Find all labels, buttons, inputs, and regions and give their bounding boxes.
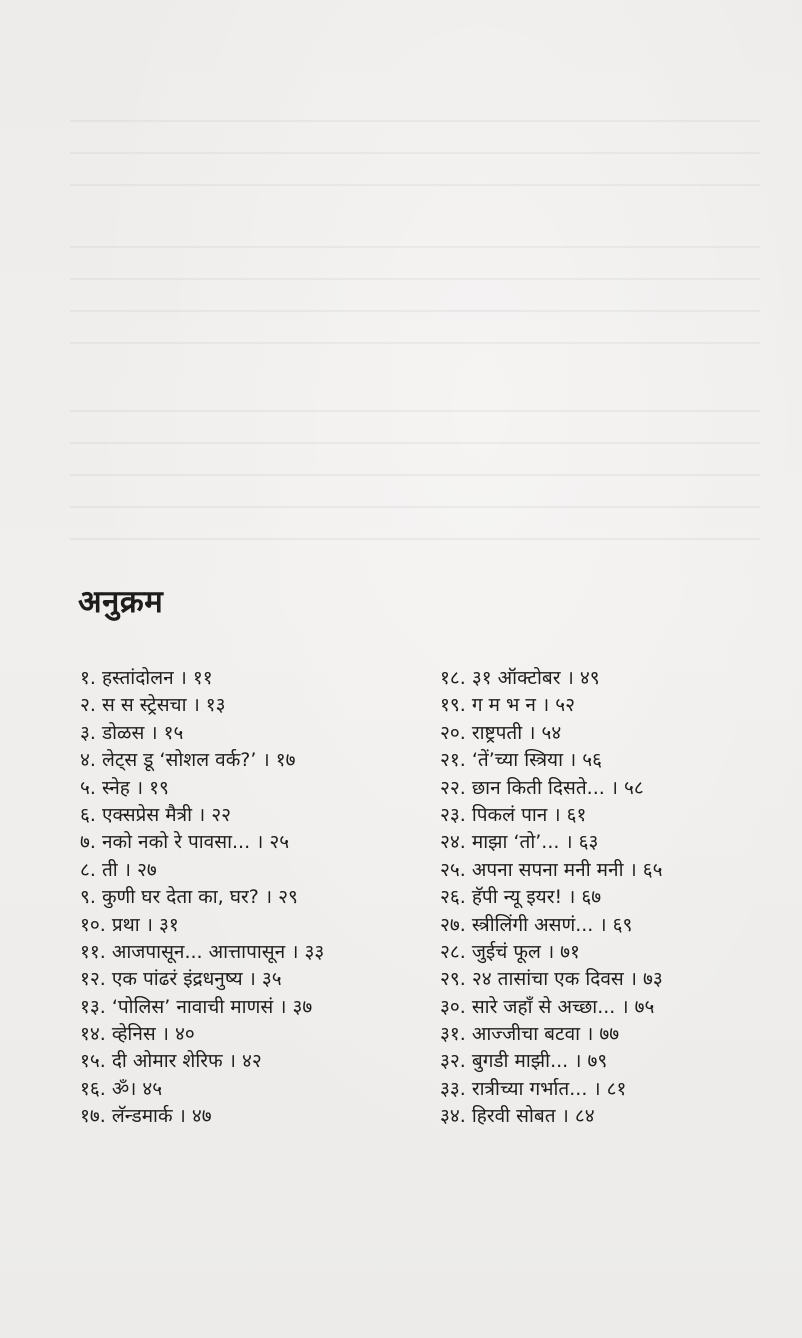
toc-entry: ३०. सारे जहाँ से अच्छा... । ७५ [440,995,655,1018]
toc-column-left [80,665,420,1131]
toc-entry: १३. ‘पोलिस’ नावाची माणसं । ३७ [80,995,313,1018]
toc-entry: २१. ‘तें’च्या स्त्रिया । ५६ [440,749,603,772]
bleed-through-line [70,278,760,280]
bleed-through-line [70,506,760,508]
toc-entry: ११. आजपासून... आत्तापासून । ३३ [80,940,325,963]
toc-entry: १६. ॐ। ४५ [80,1077,163,1100]
toc-entry: ३२. बुगडी माझी... । ७९ [440,1050,608,1073]
toc-entry: ९. कुणी घर देता का, घर? । २९ [80,886,298,909]
toc-entry: १०. प्रथा । ३१ [80,913,179,936]
toc-entry: २३. पिकलं पान । ६१ [440,803,587,826]
toc-entry: १२. एक पांढरं इंद्रधनुष्य । ३५ [80,968,282,991]
toc-entry: २४. माझा ‘तो’... । ६३ [440,831,599,854]
toc-entry: २२. छान किती दिसते... । ५८ [440,776,644,799]
toc-entry: २०. राष्ट्रपती । ५४ [440,721,562,744]
toc-entry: २. स स स्ट्रेसचा । १३ [80,694,226,717]
toc-entry: १९. ग म भ न । ५२ [440,694,575,717]
toc-entry: ५. स्नेह । १९ [80,776,169,799]
toc-entry: १४. व्हेनिस । ४० [80,1023,195,1046]
bleed-through-line [70,474,760,476]
toc-entry: २५. अपना सपना मनी मनी । ६५ [440,858,663,881]
toc-entry: १. हस्तांदोलन । ११ [80,667,213,689]
page-title: अनुक्रम [78,584,164,620]
toc-entry: ६. एक्सप्रेस मैत्री । २२ [80,803,232,826]
bleed-through-line [70,246,760,248]
toc-entry: १७. लॅन्डमार्क । ४७ [80,1105,212,1128]
bleed-through-line [70,152,760,154]
toc-entry: २६. हॅपी न्यू इयर! । ६७ [440,886,602,909]
toc-entry: ३१. आज्जीचा बटवा । ७७ [440,1023,620,1046]
toc-entry: ३३. रात्रीच्या गर्भात... । ८१ [440,1077,627,1100]
bleed-through-line [70,538,760,540]
bleed-through-line [70,120,760,122]
toc-entry: ८. ती । २७ [80,858,157,881]
bleed-through-line [70,442,760,444]
toc-entry: ३. डोळस । १५ [80,721,184,744]
toc-column-right [440,665,770,1131]
toc-entry: ७. नको नको रे पावसा... । २५ [80,831,290,854]
toc-entry: २८. जुईचं फूल । ७१ [440,940,580,963]
toc-entry: १५. दी ओमार शेरिफ । ४२ [80,1050,262,1073]
toc-entry: ३४. हिरवी सोबत । ८४ [440,1105,595,1128]
bleed-through-line [70,410,760,412]
bleed-through-line [70,184,760,186]
toc-entry: १८. ३१ ऑक्टोबर । ४९ [440,667,600,689]
toc-entry: ४. लेट्स डू ‘सोशल वर्क?’ । १७ [80,749,296,772]
bleed-through-line [70,310,760,312]
bleed-through-line [70,342,760,344]
toc-entry: २९. २४ तासांचा एक दिवस । ७३ [440,968,663,991]
toc-entry: २७. स्त्रीलिंगी असणं... । ६९ [440,913,633,936]
